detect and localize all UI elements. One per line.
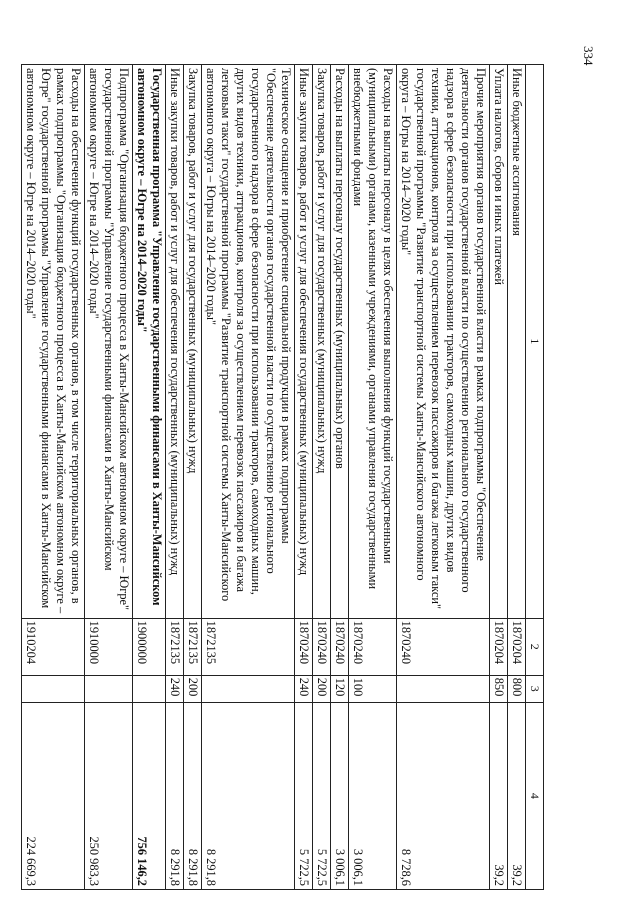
table-body <box>22 65 544 890</box>
row-code-cell: 1870240 <box>295 618 313 675</box>
row-vr-cell <box>397 675 490 702</box>
rotated-page <box>24 64 544 890</box>
row-sum-cell: 39,2 <box>508 702 526 889</box>
header-cell-2: 2 <box>526 618 544 675</box>
row-name-cell: Иные бюджетные ассигнования <box>508 65 526 619</box>
row-vr-cell: 800 <box>508 675 526 702</box>
row-code-cell: 1870240 <box>331 618 349 675</box>
table-row <box>295 65 313 890</box>
row-sum-cell: 8 728,6 <box>397 702 490 889</box>
row-sum-cell: 5 722,5 <box>295 702 313 889</box>
table-row <box>349 65 397 890</box>
row-code-cell: 1910204 <box>22 618 85 675</box>
header-row <box>526 65 544 890</box>
row-name-cell: Иные закупки товаров, работ и услуг для обеспечения государственных (муниципальных) нужд <box>295 65 313 619</box>
row-name-cell: Техническое оснащение и приобретение специальной продукции в рамках подпрограммы "Обеспечение деятельности органов государственной власти по осуществлению регионального государственного надзора в сфере безопасности при использовании тракторов, самоходных машин, других видов техники, аттракционов, контроля за осуществлением перевозок пассажиров и багажа легковым такси" государственной программы "Развитие транспортной системы Ханты-Мансийского автономного округа – Югры на 2014–2020 годы" <box>202 65 295 619</box>
row-vr-cell: 240 <box>166 675 184 702</box>
table-row <box>166 65 184 890</box>
row-code-cell: 1872135 <box>166 618 184 675</box>
row-name-cell: Закупка товаров, работ и услуг для государственных (муниципальных) нужд <box>313 65 331 619</box>
row-name-cell: Расходы на обеспечение функций государственных органов, в том числе территориальных органов, в рамках подпрограммы "Организация бюджетного процесса в Ханты-Мансийском автономном округе – Югре" государственной программы "Управление государственными финансами в Ханты-Мансийском автономном округе – Югре на 2014–2020 годы" <box>22 65 85 619</box>
row-vr-cell: 850 <box>490 675 508 702</box>
row-sum-cell: 250 983,3 <box>85 702 133 889</box>
row-name-cell: Подпрограмма "Организация бюджетного процесса в Ханты-Мансийском автономном округе – Югре" государственной программы "Управление государственными финансами в Ханты-Мансийском автономном округе – Югре на 2014–2020 годы" <box>85 65 133 619</box>
budget-table <box>21 64 544 890</box>
row-code-cell: 1872135 <box>184 618 202 675</box>
table-row <box>202 65 295 890</box>
row-code-cell: 1870204 <box>508 618 526 675</box>
row-code-cell: 1870240 <box>313 618 331 675</box>
row-name-cell: Расходы на выплаты персоналу государственных (муниципальных) органов <box>331 65 349 619</box>
row-sum-cell: 3 006,1 <box>331 702 349 889</box>
row-sum-cell: 224 669,3 <box>22 702 85 889</box>
header-cell-3: 3 <box>526 675 544 702</box>
row-code-cell: 1870240 <box>397 618 490 675</box>
row-vr-cell <box>22 675 85 702</box>
row-code-cell: 1900000 <box>133 618 166 675</box>
row-vr-cell <box>202 675 295 702</box>
table-row <box>184 65 202 890</box>
header-cell-4: 4 <box>526 702 544 889</box>
table-row <box>397 65 490 890</box>
header-cell-1: 1 <box>526 65 544 619</box>
table-row <box>133 65 166 890</box>
table-row <box>490 65 508 890</box>
row-name-cell: Расходы на выплаты персоналу в целях обеспечения выполнения функций государственными (муниципальными) органами, казенными учреждениями, органами управления государственными внебюджетными фондами <box>349 65 397 619</box>
row-sum-cell: 3 006,1 <box>349 702 397 889</box>
table-row <box>313 65 331 890</box>
row-name-cell: Государственная программа "Управление государственными финансами в Ханты-Мансийском автономном округе – Югре на 2014–2020 годы" <box>133 65 166 619</box>
row-code-cell: 1910000 <box>85 618 133 675</box>
row-vr-cell <box>133 675 166 702</box>
row-sum-cell: 8 291,8 <box>202 702 295 889</box>
row-code-cell: 1872135 <box>202 618 295 675</box>
table-row <box>85 65 133 890</box>
row-vr-cell <box>85 675 133 702</box>
row-code-cell: 1870240 <box>349 618 397 675</box>
table-row <box>22 65 85 890</box>
table-row <box>331 65 349 890</box>
row-name-cell: Закупка товаров, работ и услуг для государственных (муниципальных) нужд <box>184 65 202 619</box>
row-code-cell: 1870204 <box>490 618 508 675</box>
row-vr-cell: 200 <box>184 675 202 702</box>
row-sum-cell: 756 146,2 <box>133 702 166 889</box>
row-sum-cell: 39,2 <box>490 702 508 889</box>
row-vr-cell: 240 <box>295 675 313 702</box>
row-vr-cell: 100 <box>349 675 397 702</box>
row-name-cell: Уплата налогов, сборов и иных платежей <box>490 65 508 619</box>
row-name-cell: Прочие мероприятия органов государственной власти в рамках подпрограммы "Обеспечение деятельности органов государственной власти по осуществлению регионального государственного надзора в сфере безопасности при использовании тракторов, самоходных машин, других видов техники, аттракционов, контроля за осуществлением перевозок пассажиров и багажа легковым такси" государственной программы "Развитие транспортной системы Ханты-Мансийского автономного округа – Югры на 2014–2020 годы" <box>397 65 490 619</box>
row-sum-cell: 5 722,5 <box>313 702 331 889</box>
row-sum-cell: 8 291,8 <box>184 702 202 889</box>
row-sum-cell: 8 291,8 <box>166 702 184 889</box>
row-vr-cell: 200 <box>313 675 331 702</box>
table-row <box>508 65 526 890</box>
row-name-cell: Иные закупки товаров, работ и услуг для обеспечения государственных (муниципальных) нужд <box>166 65 184 619</box>
row-vr-cell: 120 <box>331 675 349 702</box>
page-number: 334 <box>581 46 596 66</box>
